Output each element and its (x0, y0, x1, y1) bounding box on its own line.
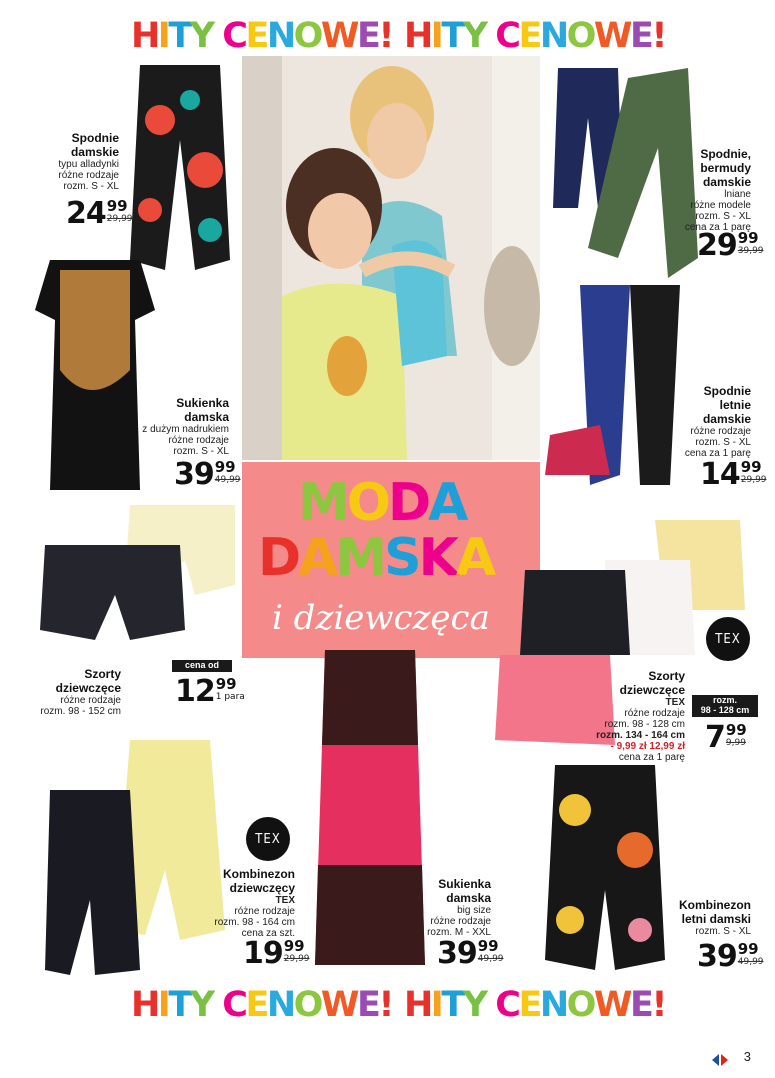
price-tag-cena-od: cena od (172, 660, 232, 672)
banner-letter (486, 16, 496, 56)
banner-letter: E (630, 985, 652, 1025)
product-spodnie-damskie (9, 131, 119, 192)
banner-hity-cenowe-right (404, 16, 665, 56)
banner-letter: N (539, 16, 567, 56)
banner-letter: T (441, 985, 463, 1025)
banner-letter: C (495, 985, 519, 1025)
price-spodnie-letnie: 14 99 29,99 (700, 457, 767, 492)
product-desc: typu alladynki różne rodzaje rozm. S - XL (58, 159, 119, 192)
banner-letter: O (293, 985, 321, 1025)
product-szorty-dziewczece: Szorty dziewczęce różne rodzaje rozm. 98 - 152 cm (40, 667, 121, 717)
banner-letter: W (593, 985, 631, 1025)
hero-title-letter: A (428, 473, 466, 533)
price-kombinezon-dziewczecy: 19 99 29,99 (243, 936, 310, 971)
banner-letter: E (245, 16, 267, 56)
banner-letter: C (222, 16, 246, 56)
hero-photo (242, 56, 540, 460)
price-tag-rozm: rozm. 98 - 128 cm (692, 695, 758, 717)
product-kombinezon-dziewczecy: Kombinezon dziewczęcy TEX różne rodzaje rozm. 98 - 164 cm cena za szt. (214, 867, 295, 939)
banner-letter (213, 16, 223, 56)
banner-letter: O (566, 985, 594, 1025)
hero-title-letter: K (418, 528, 456, 588)
product-spodnie-bermudy: Spodnie, bermudy damskie lniane różne modele rozm. S - XL cena za 1 parę (684, 147, 751, 233)
banner-letter: H (131, 16, 158, 56)
banner-letter: ! (651, 985, 665, 1025)
tex-badge-kombinezon: TEX (246, 817, 290, 861)
price-sukienka-nadruk: 39 99 49,99 (174, 457, 241, 492)
banner-hity-cenowe-bottom-left (131, 985, 392, 1025)
banner-letter: Y (462, 985, 486, 1025)
price-szorty-dziewczece: 12 99 1 para (175, 674, 245, 709)
banner-letter: W (320, 985, 358, 1025)
product-sukienka-damska-nadruk: Sukienka damska z dużym nadrukiem różne rodzaje rozm. S - XL (142, 396, 229, 457)
banner-letter: I (157, 985, 169, 1025)
hero-title-letter: A (298, 528, 336, 588)
banner-hity-cenowe-left (131, 16, 392, 56)
product-kombinezon-letni: Kombinezon letni damski rozm. S - XL (679, 898, 751, 937)
banner-letter: T (168, 16, 190, 56)
hero-title-letter: S (384, 528, 419, 588)
banner-hity-cenowe-bottom-right (404, 985, 665, 1025)
product-spodnie-letnie: Spodnie letnie damskie różne rodzaje rozm. S - XL cena za 1 parę (684, 384, 751, 459)
banner-letter: ! (651, 16, 665, 56)
product-name: Spodnie damskie (70, 131, 119, 159)
product-image-kombinezon-dziewczecy (40, 720, 240, 980)
banner-letter: ! (378, 985, 392, 1025)
banner-letter: N (266, 985, 294, 1025)
banner-letter (213, 985, 223, 1025)
product-image-szorty-dziewczece (35, 500, 245, 650)
banner-letter: C (495, 16, 519, 56)
hero-title-damska (258, 528, 494, 588)
hero-title-letter: O (346, 473, 388, 533)
carrefour-logo-icon (709, 1052, 731, 1068)
banner-letter: H (131, 985, 158, 1025)
hero-title-moda (298, 473, 466, 533)
banner-letter: N (266, 16, 294, 56)
product-image-kombinezon-letni (540, 760, 670, 980)
price-spodnie-bermudy: 29 99 39,99 (697, 228, 764, 263)
banner-letter: W (320, 16, 358, 56)
price-spodnie-damskie: 24 99 29,99 (66, 196, 133, 231)
banner-letter: Y (189, 16, 213, 56)
product-image-spodnie-alladynki (120, 60, 240, 280)
banner-letter: W (593, 16, 631, 56)
banner-letter: ! (378, 16, 392, 56)
product-szorty-tex: Szorty dziewczęce TEX różne rodzaje rozm. 98 - 128 cm rozm. 134 - 164 cm - 9,99 zł 12,99 zł cena za 1 parę (596, 669, 685, 763)
hero-subtitle: i dziewczęca (272, 598, 490, 638)
banner-letter: T (168, 985, 190, 1025)
page-number: 3 (743, 1049, 751, 1064)
banner-letter: E (357, 16, 379, 56)
banner-letter: H (404, 985, 431, 1025)
product-image-sukienka-nadruk (30, 250, 160, 500)
banner-letter: I (430, 16, 442, 56)
banner-letter: O (566, 16, 594, 56)
tex-badge-shorts: TEX (706, 617, 750, 661)
banner-letter: I (430, 985, 442, 1025)
banner-letter: E (630, 16, 652, 56)
hero-title-letter: M (335, 528, 385, 588)
price-szorty-tex: 7 99 9,99 (705, 720, 747, 755)
price-kombinezon-letni: 39 99 49,99 (697, 939, 764, 974)
banner-letter: T (441, 16, 463, 56)
hero-title-letter: D (258, 528, 299, 588)
banner-letter: C (222, 985, 246, 1025)
banner-letter: O (293, 16, 321, 56)
banner-letter: Y (189, 985, 213, 1025)
banner-letter: N (539, 985, 567, 1025)
banner-letter: I (157, 16, 169, 56)
price-sukienka-big-size: 39 99 49,99 (437, 936, 504, 971)
banner-letter: Y (462, 16, 486, 56)
banner-letter: E (518, 16, 540, 56)
banner-letter: E (357, 985, 379, 1025)
banner-letter: H (404, 16, 431, 56)
hero-title-letter: D (387, 473, 429, 533)
banner-letter: E (518, 985, 540, 1025)
banner-letter: E (245, 985, 267, 1025)
hero-title-letter: A (455, 528, 494, 588)
banner-letter (486, 985, 496, 1025)
hero-title-letter: M (298, 473, 347, 533)
product-sukienka-big-size: Sukienka damska big size różne rodzaje rozm. M - XXL (427, 877, 491, 938)
